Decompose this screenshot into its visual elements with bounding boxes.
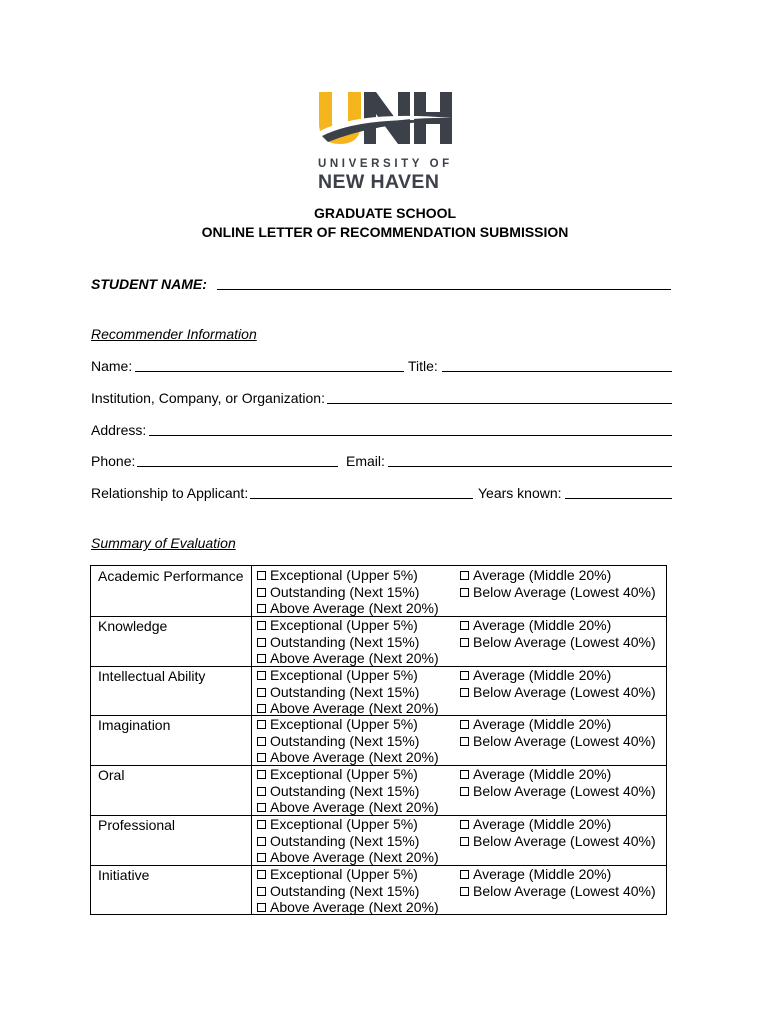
option-average-checkbox[interactable] (460, 816, 611, 833)
option-exceptional-checkbox[interactable] (257, 866, 418, 883)
option-outstanding-checkbox[interactable] (257, 833, 419, 850)
evaluation-row (91, 566, 666, 616)
option-outstanding-checkbox[interactable] (257, 783, 419, 800)
option-label: Average (Middle 20%) (473, 716, 612, 732)
checkbox-icon (257, 803, 266, 812)
checkbox-icon (257, 671, 266, 680)
option-outstanding-checkbox[interactable] (257, 634, 419, 651)
option-label: Above Average (Next 20%) (270, 600, 439, 616)
evaluation-row-label: Oral (98, 767, 125, 783)
option-exceptional-checkbox[interactable] (257, 766, 418, 783)
option-label: Outstanding (Next 15%) (270, 782, 420, 799)
checkbox-icon (460, 638, 469, 647)
evaluation-row (91, 865, 666, 915)
checkbox-icon (460, 837, 469, 846)
relationship-label: Relationship to Applicant: (91, 485, 249, 501)
option-label: Above Average (Next 20%) (270, 799, 439, 815)
option-above-checkbox[interactable] (257, 849, 439, 866)
option-label: Exceptional (Upper 5%) (270, 667, 418, 683)
option-average-checkbox[interactable] (460, 567, 611, 584)
option-below-checkbox[interactable] (460, 783, 656, 800)
option-label: Exceptional (Upper 5%) (270, 567, 418, 583)
option-above-checkbox[interactable] (257, 799, 439, 816)
name-field[interactable] (135, 371, 404, 372)
phone-field[interactable] (137, 466, 338, 467)
option-label: Outstanding (Next 15%) (270, 882, 420, 899)
option-exceptional-checkbox[interactable] (257, 667, 418, 684)
checkbox-icon (257, 688, 266, 697)
option-label: Average (Middle 20%) (473, 866, 612, 882)
evaluation-row (91, 815, 666, 865)
checkbox-icon (257, 720, 266, 729)
option-label: Exceptional (Upper 5%) (270, 716, 418, 732)
option-outstanding-checkbox[interactable] (257, 733, 419, 750)
option-label: Below Average (Lowest 40%) (473, 882, 656, 899)
logo-new-haven: NEW HAVEN (318, 171, 440, 193)
option-above-checkbox[interactable] (257, 899, 439, 916)
checkbox-icon (460, 737, 469, 746)
address-label: Address: (91, 422, 147, 438)
option-below-checkbox[interactable] (460, 883, 656, 900)
checkbox-icon (257, 870, 266, 879)
option-label: Outstanding (Next 15%) (270, 583, 420, 600)
option-label: Average (Middle 20%) (473, 617, 612, 633)
evaluation-row (91, 616, 666, 666)
option-label: Above Average (Next 20%) (270, 700, 439, 716)
option-exceptional-checkbox[interactable] (257, 816, 418, 833)
option-label: Below Average (Lowest 40%) (473, 633, 656, 650)
checkbox-icon (257, 654, 266, 663)
evaluation-section-title: Summary of Evaluation (91, 535, 236, 551)
heading-form-title: ONLINE LETTER OF RECOMMENDATION SUBMISSION (201, 224, 569, 240)
title-field[interactable] (442, 371, 672, 372)
option-label: Exceptional (Upper 5%) (270, 617, 418, 633)
option-below-checkbox[interactable] (460, 833, 656, 850)
student-name-field[interactable] (217, 289, 671, 290)
option-exceptional-checkbox[interactable] (257, 716, 418, 733)
checkbox-icon (460, 621, 469, 630)
option-above-checkbox[interactable] (257, 749, 439, 766)
checkbox-icon (257, 820, 266, 829)
evaluation-row (91, 666, 666, 716)
checkbox-icon (257, 571, 266, 580)
institution-label: Institution, Company, or Organization: (91, 390, 325, 406)
option-label: Above Average (Next 20%) (270, 899, 439, 915)
option-label: Outstanding (Next 15%) (270, 732, 420, 749)
checkbox-icon (460, 820, 469, 829)
option-label: Below Average (Lowest 40%) (473, 782, 656, 799)
years-known-label: Years known: (478, 485, 562, 501)
checkbox-icon (460, 870, 469, 879)
option-label: Exceptional (Upper 5%) (270, 766, 418, 782)
heading-graduate-school: GRADUATE SCHOOL (313, 205, 457, 221)
checkbox-icon (460, 688, 469, 697)
checkbox-icon (460, 571, 469, 580)
evaluation-table (90, 565, 667, 915)
option-label: Above Average (Next 20%) (270, 849, 439, 865)
institution-field[interactable] (327, 403, 672, 404)
checkbox-icon (460, 588, 469, 597)
unh-logo-mark (318, 92, 456, 154)
option-label: Average (Middle 20%) (473, 567, 612, 583)
option-label: Average (Middle 20%) (473, 667, 612, 683)
option-below-checkbox[interactable] (460, 733, 656, 750)
option-label: Above Average (Next 20%) (270, 749, 439, 765)
checkbox-icon (257, 753, 266, 762)
title-label: Title: (408, 358, 438, 374)
evaluation-row-label: Intellectual Ability (98, 668, 206, 684)
name-label: Name: (91, 358, 133, 374)
checkbox-icon (257, 604, 266, 613)
relationship-field[interactable] (250, 498, 473, 499)
checkbox-icon (460, 887, 469, 896)
years-known-field[interactable] (565, 498, 672, 499)
phone-label: Phone: (91, 453, 136, 469)
checkbox-icon (257, 903, 266, 912)
checkbox-icon (257, 638, 266, 647)
option-label: Outstanding (Next 15%) (270, 633, 420, 650)
option-above-checkbox[interactable] (257, 600, 439, 617)
checkbox-icon (257, 837, 266, 846)
address-field[interactable] (149, 435, 672, 436)
checkbox-icon (460, 787, 469, 796)
student-name-label: STUDENT NAME: (91, 276, 207, 292)
checkbox-icon (257, 770, 266, 779)
checkbox-icon (460, 770, 469, 779)
option-average-checkbox[interactable] (460, 766, 611, 783)
option-average-checkbox[interactable] (460, 716, 611, 733)
email-field[interactable] (388, 466, 672, 467)
checkbox-icon (257, 621, 266, 630)
evaluation-row-label: Initiative (98, 867, 150, 883)
checkbox-icon (460, 720, 469, 729)
option-label: Below Average (Lowest 40%) (473, 583, 656, 600)
option-label: Above Average (Next 20%) (270, 650, 439, 666)
option-average-checkbox[interactable] (460, 866, 611, 883)
option-label: Average (Middle 20%) (473, 816, 612, 832)
option-label: Outstanding (Next 15%) (270, 832, 420, 849)
evaluation-row-label: Knowledge (98, 618, 168, 634)
checkbox-icon (257, 887, 266, 896)
evaluation-row-label: Imagination (98, 717, 171, 733)
option-exceptional-checkbox[interactable] (257, 617, 418, 634)
checkbox-icon (257, 787, 266, 796)
option-label: Below Average (Lowest 40%) (473, 732, 656, 749)
option-average-checkbox[interactable] (460, 667, 611, 684)
checkbox-icon (460, 671, 469, 680)
option-above-checkbox[interactable] (257, 650, 439, 667)
option-outstanding-checkbox[interactable] (257, 883, 419, 900)
evaluation-row (91, 715, 666, 765)
checkbox-icon (257, 704, 266, 713)
checkbox-icon (257, 737, 266, 746)
option-outstanding-checkbox[interactable] (257, 684, 419, 701)
logo-university-of: UNIVERSITY OF (318, 158, 453, 170)
option-below-checkbox[interactable] (460, 634, 656, 651)
unh-logo (318, 92, 456, 192)
option-label: Outstanding (Next 15%) (270, 683, 420, 700)
checkbox-icon (257, 853, 266, 862)
option-label: Below Average (Lowest 40%) (473, 832, 656, 849)
option-average-checkbox[interactable] (460, 617, 611, 634)
evaluation-row-label: Professional (98, 817, 176, 833)
evaluation-row (91, 765, 666, 815)
option-below-checkbox[interactable] (460, 684, 656, 701)
option-outstanding-checkbox[interactable] (257, 584, 419, 601)
option-label: Exceptional (Upper 5%) (270, 866, 418, 882)
recommender-section-title: Recommender Information (91, 326, 257, 342)
option-below-checkbox[interactable] (460, 584, 656, 601)
option-label: Below Average (Lowest 40%) (473, 683, 656, 700)
evaluation-row-label: Academic Performance (98, 568, 244, 584)
option-exceptional-checkbox[interactable] (257, 567, 418, 584)
email-label: Email: (346, 453, 385, 469)
option-label: Exceptional (Upper 5%) (270, 816, 418, 832)
option-label: Average (Middle 20%) (473, 766, 612, 782)
checkbox-icon (257, 588, 266, 597)
